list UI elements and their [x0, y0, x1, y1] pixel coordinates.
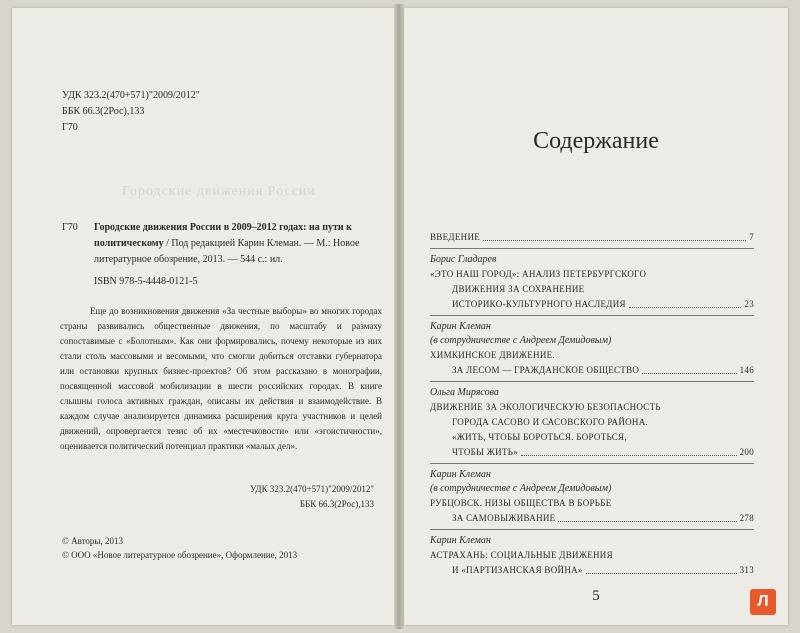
toc-page-number: 7	[749, 232, 754, 242]
toc-line-text: ГОРОДА САСОВО И САСОВСКОГО РАЙОНА.	[452, 417, 649, 427]
toc-line-text: ДВИЖЕНИЯ ЗА СОХРАНЕНИЕ	[452, 284, 585, 294]
catalog-code: Г70	[62, 222, 78, 233]
toc-line-text: ЧТОБЫ ЖИТЬ»	[452, 447, 519, 457]
annotation-udk: УДК 323.2(470+571)"2009/2012"	[249, 484, 374, 494]
toc-line	[430, 267, 754, 282]
toc-entry	[430, 534, 754, 581]
toc-line	[430, 548, 754, 563]
toc-line	[430, 496, 754, 511]
toc-leader	[586, 563, 737, 574]
catalog-details: / Под редакцией Карин Клеман. — М.: Новое литературное обозрение, 2013. — 544 с.: ил.	[94, 238, 360, 265]
toc-entry	[430, 320, 754, 382]
author-mark: Г70	[62, 122, 78, 133]
catalog-title: Городские движения России в 2009–2012 годах: на пути к политическому	[94, 222, 352, 249]
toc-line-text: АСТРАХАНЬ: СОЦИАЛЬНЫЕ ДВИЖЕНИЯ	[430, 550, 613, 560]
toc-page-number: 200	[739, 447, 754, 457]
page-number: 5	[592, 588, 600, 604]
copyright-block	[62, 534, 297, 562]
toc-author: Карин Клеман	[430, 535, 491, 546]
toc-entry	[430, 253, 754, 316]
catalog-entry	[62, 220, 382, 290]
toc-line	[430, 563, 754, 578]
toc-author: (в сотрудничестве с Андреем Демидовым)	[430, 483, 612, 494]
toc-leader	[642, 363, 736, 374]
right-page	[404, 8, 788, 625]
toc-line-text: ДВИЖЕНИЕ ЗА ЭКОЛОГИЧЕСКУЮ БЕЗОПАСНОСТЬ	[430, 402, 661, 412]
copyright-authors: © Авторы, 2013	[62, 536, 123, 546]
toc-page-number: 146	[739, 365, 754, 375]
toc-line-text: ЗА САМОВЫЖИВАНИЕ	[452, 513, 556, 523]
toc-line-text: ВВЕДЕНИЕ	[430, 232, 481, 242]
toc-line	[430, 511, 754, 526]
bbk-code: ББК 66.3(2Рос),133	[62, 106, 145, 117]
toc-line-text: ЗА ЛЕСОМ — ГРАЖДАНСКОЕ ОБЩЕСТВО	[452, 365, 640, 375]
toc-line-text: ИСТОРИКО-КУЛЬТУРНОГО НАСЛЕДИЯ	[452, 299, 626, 309]
isbn: ISBN 978-5-4448-0121-5	[94, 276, 198, 287]
toc-line-text: «ЖИТЬ, ЧТОБЫ БОРОТЬСЯ. БОРОТЬСЯ,	[452, 432, 627, 442]
toc-line-text: И «ПАРТИЗАНСКАЯ ВОЙНА»	[452, 565, 583, 575]
bleed-through-title: Городские движения России	[122, 184, 316, 199]
toc-author: Карин Клеман	[430, 469, 491, 480]
udk-code: УДК 323.2(470+571)"2009/2012"	[62, 90, 200, 101]
toc-line	[430, 415, 754, 430]
toc-author: Ольга Мирясова	[430, 387, 499, 398]
toc-line	[430, 297, 754, 312]
toc-line-text: «ЭТО НАШ ГОРОД»: АНАЛИЗ ПЕТЕРБУРГСКОГО	[430, 269, 647, 279]
copyright-publisher: © ООО «Новое литературное обозрение», Оформление, 2013	[62, 550, 298, 560]
annotation-text: Еще до возникновения движения «За честные выборы» во многих городах страны развивались общественные движения, по масштабу и размаху сопоставимые с «Болотным». Как они формировались, почему некоторые из них стали столь массовыми и весомыми, что смогли добиться отставки губернатора или остановки крупных бизнес-проектов? Об этом рассказано в монографии, посвященной массовой мобилизации в шести российских городах. В книге слышны голоса активных граждан, описаны их действия и взаимодействие. В каждом случае анализируется динамика расширения круга участников и целей движений, опровергается тезис об их «местечковости» или «эгоистичности», оценивается политический потенциал практики «малых дел».	[60, 306, 382, 451]
toc-line-text: ХИМКИНСКОЕ ДВИЖЕНИЕ.	[430, 350, 555, 360]
annotation-bbk: ББК 66.3(2Рос),133	[299, 499, 374, 509]
toc-title: Содержание	[533, 128, 659, 154]
toc-leader	[483, 230, 746, 241]
toc-line-text: РУБЦОВСК. НИЗЫ ОБЩЕСТВА В БОРЬБЕ	[430, 498, 612, 508]
toc-line	[430, 430, 754, 445]
table-of-contents	[430, 230, 754, 585]
toc-author: Борис Гладарев	[430, 254, 497, 265]
left-page	[12, 8, 394, 625]
toc-author: (в сотрудничестве с Андреем Демидовым)	[430, 335, 612, 346]
litres-logo-icon[interactable]: Л	[750, 589, 776, 615]
toc-entry	[430, 386, 754, 464]
toc-author: Карин Клеман	[430, 321, 491, 332]
toc-leader	[558, 511, 736, 522]
toc-page-number: 278	[739, 513, 754, 523]
toc-page-number: 313	[739, 565, 754, 575]
classification-codes	[62, 88, 200, 136]
book-gutter	[394, 4, 404, 629]
toc-line	[430, 230, 754, 245]
toc-line	[430, 445, 754, 460]
toc-line	[430, 363, 754, 378]
toc-leader	[521, 445, 737, 456]
toc-line	[430, 400, 754, 415]
toc-line	[430, 348, 754, 363]
toc-entry	[430, 230, 754, 249]
toc-leader	[629, 297, 742, 308]
toc-page-number: 23	[744, 299, 754, 309]
toc-entry	[430, 468, 754, 530]
toc-line	[430, 282, 754, 297]
annotation-codes	[250, 482, 374, 512]
